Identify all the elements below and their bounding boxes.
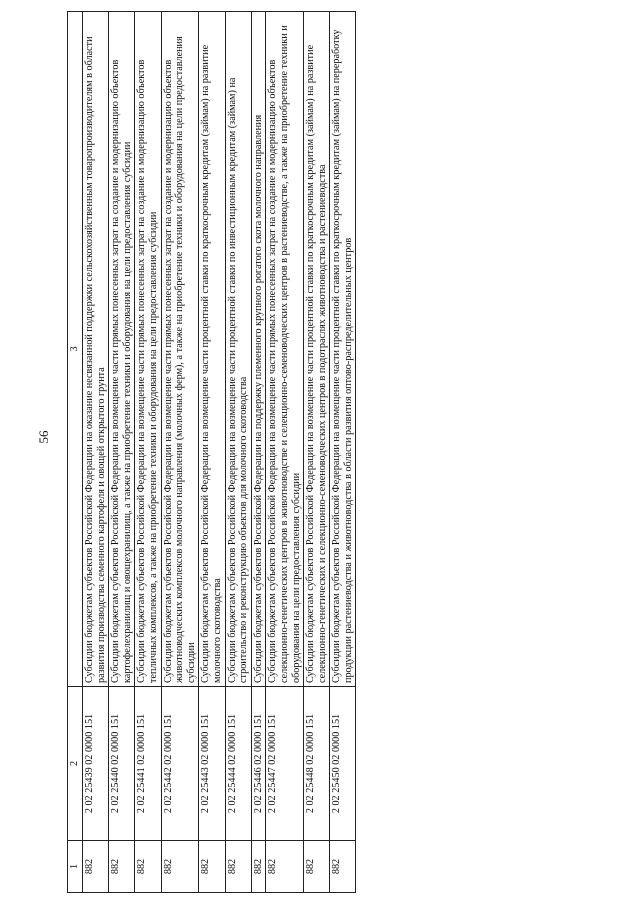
description-cell: Субсидии бюджетам субъектов Российской Федерации на возмещение части процентной ставки по инвестиционным кредитам (займам) на строительство и реконструкцию объектов для молочного скотоводства [225, 12, 251, 687]
page-number: 56 [36, 430, 51, 444]
table-row [161, 12, 199, 893]
table-row [266, 12, 304, 893]
budget-codes-table [67, 11, 356, 893]
admin-code-cell: 882 [161, 841, 199, 893]
budget-code-cell: 2 02 25448 02 0000 151 [304, 687, 330, 841]
description-cell: Субсидии бюджетам субъектов Российской Федерации на оказание несвязанной поддержки сельскохозяйственным товаропроизводителям в области развития производства семенного картофеля и овощей открытого грунта [83, 12, 109, 687]
description-cell: Субсидии бюджетам субъектов Российской Федерации на возмещение части процентной ставки по краткосрочным кредитам (займам) на развитие молочного скотоводства [199, 12, 225, 687]
budget-code-cell: 2 02 25444 02 0000 151 [225, 687, 251, 841]
admin-code-cell: 882 [109, 841, 135, 893]
table-row [330, 12, 356, 893]
description-cell: Субсидии бюджетам субъектов Российской Федерации на возмещение части прямых понесенных затрат на создание и модернизацию объектов животноводческих комплексов молочного направления (молочных ферм), а также на приобретение техники и оборудования на цели предоставления субсидии [161, 12, 199, 687]
admin-code-cell: 882 [330, 841, 356, 893]
description-cell: Субсидии бюджетам субъектов Российской Федерации на возмещение части прямых понесенных затрат на создание и модернизацию объектов селекционно-генетических центров в животноводстве и селекционно-семеноводческих центров в растениеводстве, а также на приобретение техники и оборудования на цели предоставления субсидии [266, 12, 304, 687]
admin-code-cell: 882 [83, 841, 109, 893]
header-col-1: 1 [68, 841, 83, 893]
table-row [304, 12, 330, 893]
admin-code-cell: 882 [135, 841, 161, 893]
header-col-2: 2 [68, 687, 83, 841]
budget-code-cell: 2 02 25443 02 0000 151 [199, 687, 225, 841]
description-cell: Субсидии бюджетам субъектов Российской Федерации на возмещение части прямых понесенных затрат на создание и модернизацию объектов картофелехранилищ и овощехранилищ, а также на приобретение техники и оборудования на цели предоставления субсидии [109, 12, 135, 687]
budget-code-cell: 2 02 25447 02 0000 151 [266, 687, 304, 841]
description-cell: Субсидии бюджетам субъектов Российской Федерации на поддержку племенного крупного рогатого скота молочного направления [251, 12, 266, 687]
table-row [199, 12, 225, 893]
budget-code-cell: 2 02 25441 02 0000 151 [135, 687, 161, 841]
budget-code-cell: 2 02 25440 02 0000 151 [109, 687, 135, 841]
table-row [83, 12, 109, 893]
rotated-page-content [67, 12, 570, 893]
admin-code-cell: 882 [199, 841, 225, 893]
table-header-row [68, 12, 83, 893]
description-cell: Субсидии бюджетам субъектов Российской Федерации на возмещение части процентной ставки по краткосрочным кредитам (займам) на переработку продукции растениеводства и животноводства в области развития оптово-распределительных центров [330, 12, 356, 687]
table-row [135, 12, 161, 893]
budget-code-cell: 2 02 25450 02 0000 151 [330, 687, 356, 841]
admin-code-cell: 882 [225, 841, 251, 893]
description-cell: Субсидии бюджетам субъектов Российской Федерации на возмещение части прямых понесенных затрат на создание и модернизацию объектов тепличных комплексов, а также на приобретение техники и оборудования на цели предоставления субсидии [135, 12, 161, 687]
budget-code-cell: 2 02 25442 02 0000 151 [161, 687, 199, 841]
admin-code-cell: 882 [304, 841, 330, 893]
admin-code-cell: 882 [251, 841, 266, 893]
header-col-3: 3 [68, 12, 83, 687]
budget-code-cell: 2 02 25446 02 0000 151 [251, 687, 266, 841]
table-row [225, 12, 251, 893]
description-cell: Субсидии бюджетам субъектов Российской Федерации на возмещение части процентной ставки по краткосрочным кредитам (займам) на развитие селекционно-генетических и селекционно-семеноводческих центров в подотраслях животноводства и растениеводства [304, 12, 330, 687]
budget-code-cell: 2 02 25439 02 0000 151 [83, 687, 109, 841]
table-row [251, 12, 266, 893]
admin-code-cell: 882 [266, 841, 304, 893]
table-row [109, 12, 135, 893]
